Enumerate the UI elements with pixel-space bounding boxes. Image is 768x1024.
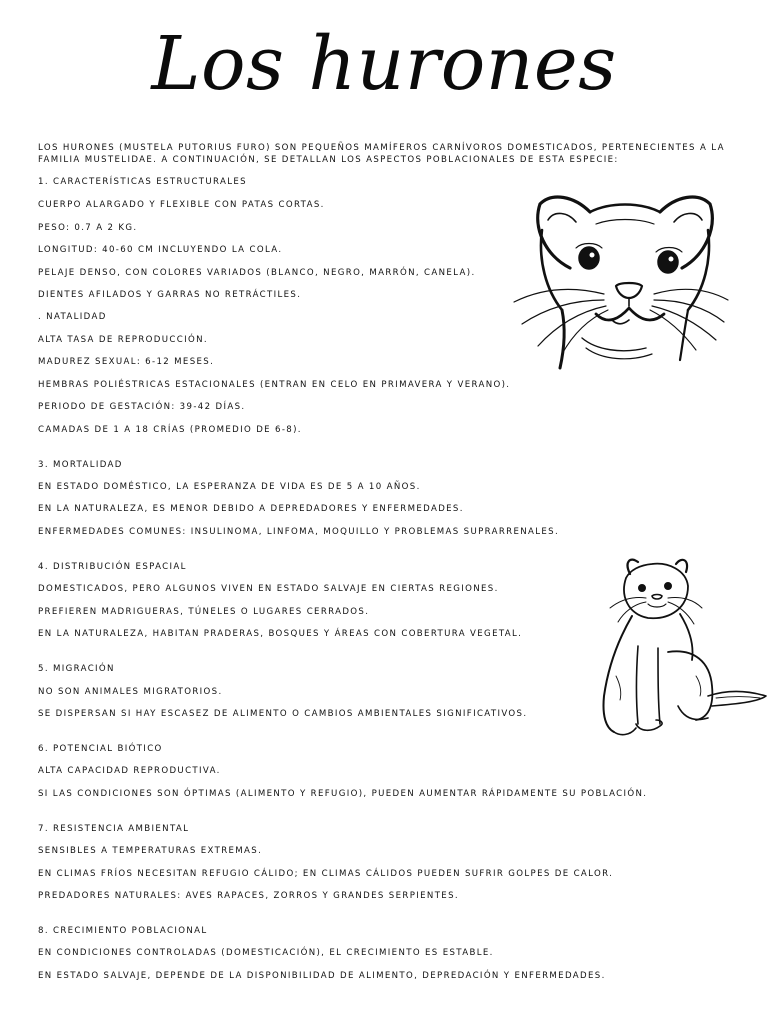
ferret-face-drawing (512, 190, 732, 375)
list-item: CUERPO ALARGADO Y FLEXIBLE CON PATAS CORTAS. (38, 200, 325, 210)
list-item: SE DISPERSAN SI HAY ESCASEZ DE ALIMENTO O CAMBIOS AMBIENTALES SIGNIFICATIVOS. (38, 709, 528, 719)
list-item: PREDADORES NATURALES: AVES RAPACES, ZORROS Y GRANDES SERPIENTES. (38, 891, 459, 901)
section-heading: 6. POTENCIAL BIÓTICO (38, 744, 163, 754)
list-item: EN CONDICIONES CONTROLADAS (DOMESTICACIÓN), EL CRECIMIENTO ES ESTABLE. (38, 948, 494, 958)
list-item: PELAJE DENSO, CON COLORES VARIADOS (BLANCO, NEGRO, MARRÓN, CANELA). (38, 268, 476, 278)
section-heading: 4. DISTRIBUCIÓN ESPACIAL (38, 562, 187, 572)
list-item: MADUREZ SEXUAL: 6-12 MESES. (38, 357, 215, 367)
section-heading: 5. MIGRACIÓN (38, 664, 115, 674)
list-item: SENSIBLES A TEMPERATURAS EXTREMAS. (38, 846, 263, 856)
list-item: ENFERMEDADES COMUNES: INSULINOMA, LINFOMA, MOQUILLO Y PROBLEMAS SUPRARRENALES. (38, 527, 560, 537)
list-item: EN LA NATURALEZA, ES MENOR DEBIDO A DEPREDADORES Y ENFERMEDADES. (38, 504, 464, 514)
list-item: ALTA TASA DE REPRODUCCIÓN. (38, 335, 208, 345)
list-item: PESO: 0.7 A 2 KG. (38, 223, 138, 233)
list-item: ALTA CAPACIDAD REPRODUCTIVA. (38, 766, 221, 776)
section-heading: 8. CRECIMIENTO POBLACIONAL (38, 926, 208, 936)
list-item: DIENTES AFILADOS Y GARRAS NO RETRÁCTILES. (38, 290, 302, 300)
list-item: EN ESTADO SALVAJE, DEPENDE DE LA DISPONIBILIDAD DE ALIMENTO, DEPREDACIÓN Y ENFERMEDADES. (38, 971, 606, 981)
list-item: EN LA NATURALEZA, HABITAN PRADERAS, BOSQUES Y ÁREAS CON COBERTURA VEGETAL. (38, 629, 523, 639)
list-item: EN ESTADO DOMÉSTICO, LA ESPERANZA DE VIDA ES DE 5 A 10 AÑOS. (38, 482, 421, 492)
list-item: PERIODO DE GESTACIÓN: 39-42 DÍAS. (38, 402, 246, 412)
list-item: SI LAS CONDICIONES SON ÓPTIMAS (ALIMENTO Y REFUGIO), PUEDEN AUMENTAR RÁPIDAMENTE SU POBLACIÓN. (38, 789, 648, 799)
list-item: LONGITUD: 40-60 CM INCLUYENDO LA COLA. (38, 245, 283, 255)
list-item: PREFIEREN MADRIGUERAS, TÚNELES O LUGARES CERRADOS. (38, 607, 370, 617)
section-heading: 3. MORTALIDAD (38, 460, 123, 470)
list-item: EN CLIMAS FRÍOS NECESITAN REFUGIO CÁLIDO; EN CLIMAS CÁLIDOS PUEDEN SUFRIR GOLPES DE CALOR. (38, 869, 614, 879)
section-heading: 7. RESISTENCIA AMBIENTAL (38, 824, 190, 834)
page-title: Los hurones (151, 21, 617, 107)
list-item: CAMADAS DE 1 A 18 CRÍAS (PROMEDIO DE 6-8). (38, 425, 302, 435)
list-item: DOMESTICADOS, PERO ALGUNOS VIVEN EN ESTADO SALVAJE EN CIERTAS REGIONES. (38, 584, 499, 594)
section-heading: 1. CARACTERÍSTICAS ESTRUCTURALES (38, 177, 247, 187)
sitting-ferret-drawing (596, 556, 768, 738)
section-heading: . NATALIDAD (38, 312, 107, 322)
intro-paragraph: LOS HURONES (MUSTELA PUTORIUS FURO) SON PEQUEÑOS MAMÍFEROS CARNÍVOROS DOMESTICADOS, PERTENECIENTES A LA FAMILIA MUSTELIDAE. A CONTINUACIÓN, SE DETALLAN LOS ASPECTOS POBLACIONALES DE ESTA ESPECIE: (38, 143, 725, 165)
list-item: NO SON ANIMALES MIGRATORIOS. (38, 687, 223, 697)
list-item: HEMBRAS POLIÉSTRICAS ESTACIONALES (ENTRAN EN CELO EN PRIMAVERA Y VERANO). (38, 380, 511, 390)
